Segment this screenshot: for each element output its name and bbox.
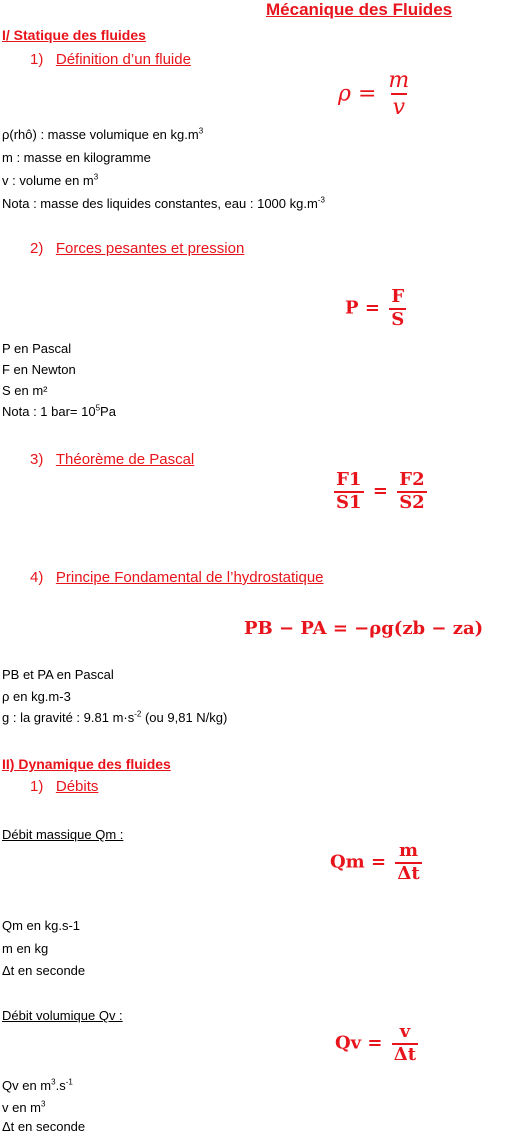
- text-line: Δt en seconde: [2, 1119, 86, 1134]
- page-title: Mécanique des Fluides: [266, 0, 453, 19]
- subsection-1-4: 4) Principe Fondamental de l’hydrostatique: [30, 569, 324, 586]
- text-line: F en Newton: [2, 362, 76, 377]
- text-line: Δt en seconde: [2, 963, 86, 978]
- text-line: P en Pascal: [2, 341, 72, 356]
- formula-hydrostatic: PB − PA = −ρg(zb − za): [244, 618, 484, 639]
- text-line: Nota : masse des liquides constantes, eau : 1000 $kg.m^{-3}$: [2, 195, 325, 211]
- text-line: PB et PA en Pascal: [2, 667, 114, 682]
- subsection-1-3: 3) Théorème de Pascal: [30, 451, 195, 468]
- text-line: v en $m^3$: [2, 1099, 46, 1115]
- text-line: v : volume en $m^3$: [2, 172, 99, 188]
- text-line: g : la gravité : 9.81 $m\cdot s^{-2}$ (ou 9,81 N/kg): [2, 709, 228, 725]
- subsection-2-1: 1) Débits: [30, 778, 99, 795]
- text-line: Nota : 1 $bar= 10^5Pa$: [2, 403, 116, 419]
- section-1-heading: I/ Statique des fluides: [2, 27, 146, 43]
- subsection-title: Définition d’un fluide: [55, 51, 191, 68]
- formula-density: ρ = $\frac{m}{v}$: [338, 68, 410, 121]
- text-line: S en m²: [2, 383, 48, 398]
- section-2-heading: II) Dynamique des fluides: [2, 756, 171, 772]
- subsection-1-1: [30, 51, 191, 68]
- formula-volume-flow: Qv = $\frac{v}{\Delta t}$: [335, 1021, 417, 1065]
- text-line: ρ en kg.m-3: [2, 689, 71, 704]
- qm-label: Débit massique Qm :: [2, 827, 124, 842]
- text-line: m : masse en kilogramme: [2, 150, 151, 165]
- text-line: ρ(rhô) : masse volumique en $kg.m^3$: [2, 126, 204, 142]
- formula-mass-flow: Qm = $\frac{m}{\Delta t}$: [330, 840, 420, 884]
- subsection-1-2: 2) Forces pesantes et pression: [30, 240, 245, 257]
- text-line: Qv en $m^3.s^{-1}$: [2, 1077, 73, 1093]
- formula-pressure: P = $\frac{F}{S}$: [345, 286, 405, 330]
- formula-pascal: $\frac{F1}{S1}$ = $\frac{F2}{S2}$: [336, 469, 425, 513]
- qv-label: Débit volumique Qv :: [2, 1008, 123, 1023]
- text-line: Qm en kg.s-1: [2, 918, 81, 933]
- subsection-number: 1): [30, 51, 44, 68]
- text-line: m en kg: [2, 941, 49, 956]
